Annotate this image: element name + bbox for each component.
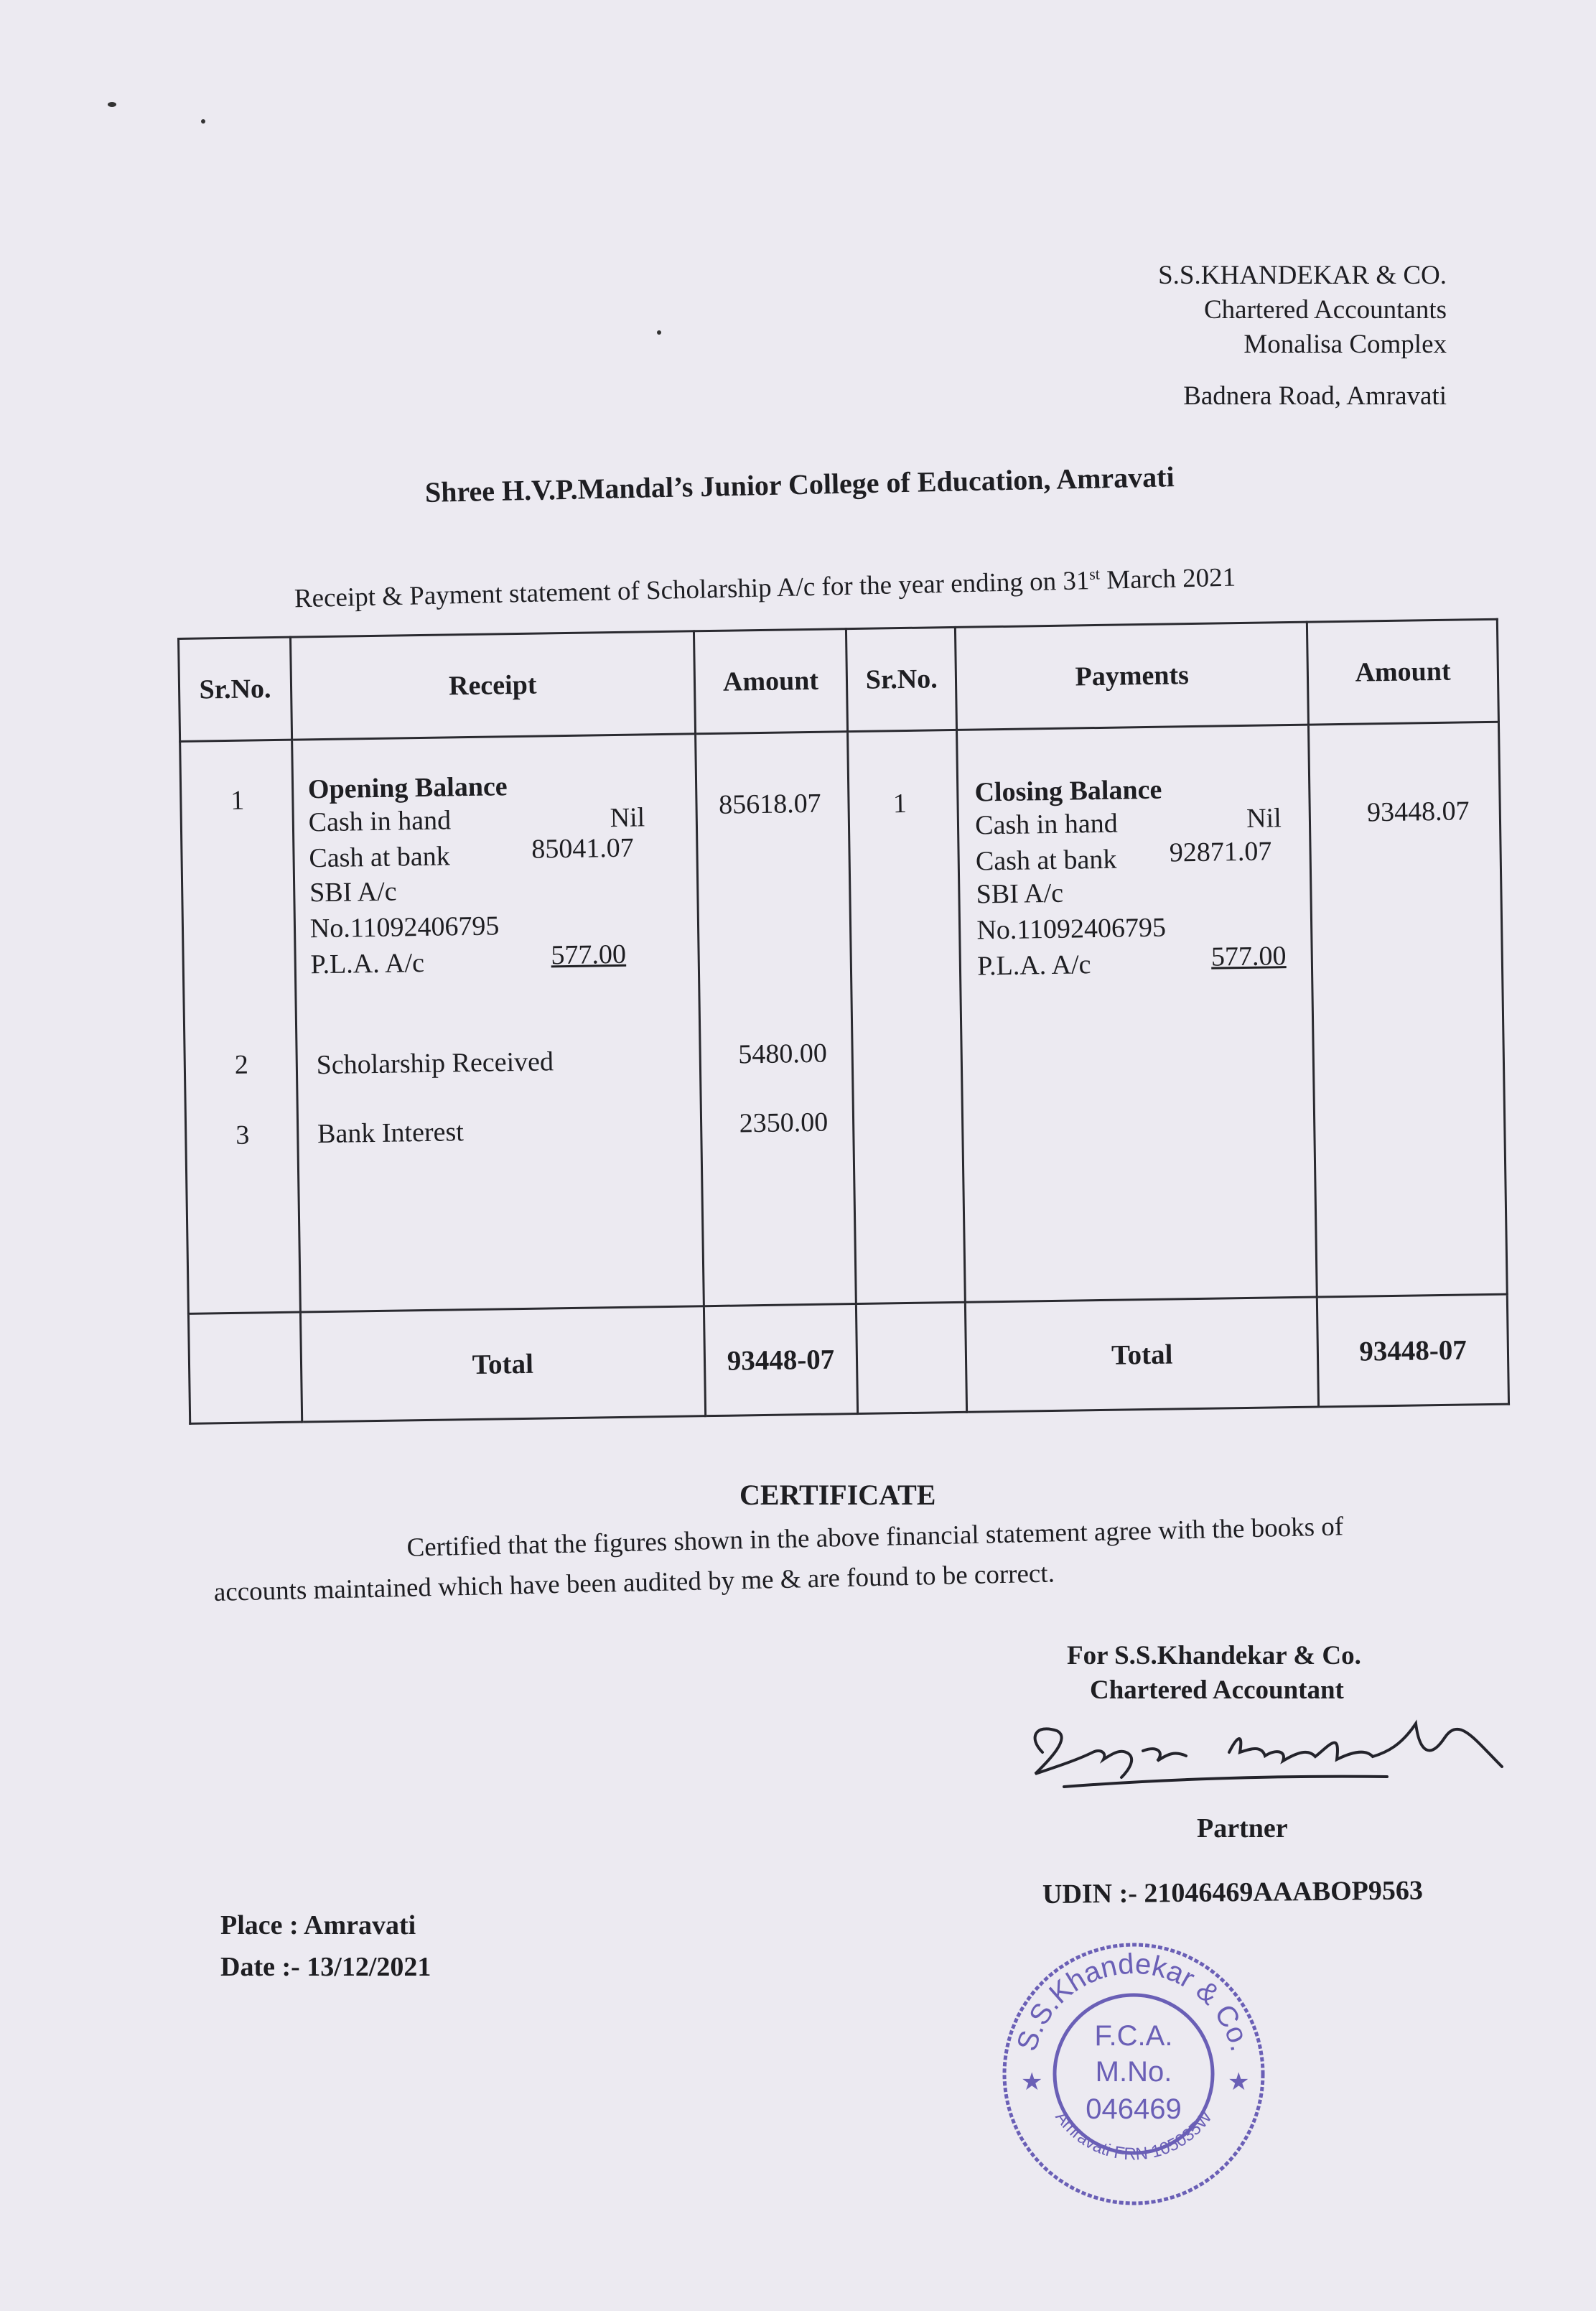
firm-rubber-stamp <box>994 1930 1274 2210</box>
signatory-designation: Chartered Accountant <box>1090 1675 1344 1705</box>
scan-speck <box>201 119 205 124</box>
payment-detail-cell <box>957 725 1317 1302</box>
receipt-cash-in-hand-value: Nil <box>610 802 645 834</box>
header-payments: Payments <box>956 622 1309 730</box>
place-date-block <box>220 1905 431 1988</box>
statement-table-wrapper <box>177 618 1510 1425</box>
firm-address-line2: Badnera Road, Amravati <box>1183 381 1447 411</box>
firm-name: S.S.KHANDEKAR & CO. <box>1158 261 1447 290</box>
stamp-star-left-icon: ★ <box>1021 2068 1043 2096</box>
payment-pla-value: 577.00 <box>1210 941 1287 972</box>
firm-header <box>1158 259 1447 414</box>
receipt-detail-cell <box>291 734 704 1312</box>
statement-title-prefix: Receipt & Payment statement of Scholarship A/c for the year ending on 31 <box>294 566 1090 614</box>
receipt-sbi-label: SBI A/c <box>309 876 397 908</box>
stamp-line1: F.C.A. <box>1094 2020 1173 2052</box>
total-empty-cell <box>188 1312 302 1423</box>
receipt-total-label: Total <box>300 1306 705 1422</box>
receipt-amount-1: 85618.07 <box>718 788 821 820</box>
header-amount: Amount <box>694 629 848 734</box>
signatory-role: Partner <box>1197 1813 1288 1843</box>
receipt-amount-3: 2350.00 <box>739 1107 829 1139</box>
payment-total-amount: 93448-07 <box>1317 1294 1509 1407</box>
closing-balance-heading: Closing Balance <box>974 774 1162 808</box>
statement-title-sup: st <box>1088 564 1101 583</box>
payment-cash-in-hand-value: Nil <box>1246 803 1282 834</box>
receipt-sr-1: 1 <box>230 785 245 816</box>
receipt-sr-3: 3 <box>235 1120 250 1150</box>
table-total-row <box>188 1294 1508 1423</box>
opening-balance-heading: Opening Balance <box>307 771 508 805</box>
receipt-sr-cell <box>180 740 301 1313</box>
payment-sr-1: 1 <box>892 788 907 819</box>
payment-cash-in-hand-label: Cash in hand <box>974 808 1118 841</box>
payment-total-label: Total <box>966 1297 1319 1412</box>
receipt-cash-in-hand-label: Cash in hand <box>308 805 452 838</box>
receipt-pla-value: 577.00 <box>551 939 627 971</box>
receipt-account-no: No.11092406795 <box>309 911 500 944</box>
certificate-line2: accounts maintained which have been audited by me & are found to be correct. <box>213 1558 1055 1607</box>
header-receipt: Receipt <box>290 631 695 740</box>
payment-account-no: No.11092406795 <box>976 912 1167 946</box>
payment-sr-cell <box>848 730 966 1303</box>
table-header-row <box>179 619 1499 741</box>
certificate-title: CERTIFICATE <box>739 1479 936 1511</box>
udin-number: UDIN :- 21046469AAABOP9563 <box>1042 1875 1424 1910</box>
stamp-ring-text: S.S.Khandekar & Co. <box>1011 1948 1256 2055</box>
firm-address-line1: Monalisa Complex <box>1243 330 1447 359</box>
scan-speck <box>657 330 661 335</box>
receipt-total-amount: 93448-07 <box>704 1304 858 1416</box>
signatory-block <box>1067 1639 1361 1708</box>
statement-title <box>294 562 1236 614</box>
statement-title-suffix: March 2021 <box>1099 562 1236 595</box>
scan-speck <box>108 102 116 107</box>
table-body-row <box>180 722 1508 1313</box>
stamp-line3: 046469 <box>1086 2093 1182 2125</box>
payment-pla-label: P.L.A. A/c <box>976 949 1091 982</box>
receipt-cash-at-bank-label: Cash at bank <box>309 841 451 874</box>
payment-cash-at-bank-value: 92871.07 <box>1169 836 1272 868</box>
payment-cash-at-bank-label: Cash at bank <box>975 844 1117 877</box>
stamp-line2: M.No. <box>1095 2056 1172 2088</box>
total-empty-cell-2 <box>857 1302 967 1413</box>
header-amount-2: Amount <box>1307 619 1499 725</box>
statement-table <box>177 618 1510 1425</box>
stamp-bottom-text: Amravati FRN 105035W <box>1051 2107 1216 2164</box>
stamp-star-right-icon: ★ <box>1228 2068 1250 2096</box>
receipt-amount-2: 5480.00 <box>737 1038 828 1070</box>
certificate-text <box>213 1505 1463 1613</box>
payment-amount-1: 93448.07 <box>1366 796 1470 828</box>
header-sr-no: Sr.No. <box>179 637 292 741</box>
place-text: Place : Amravati <box>220 1910 416 1940</box>
handwritten-signature <box>1014 1709 1516 1795</box>
receipt-cash-at-bank-value: 85041.07 <box>531 832 635 865</box>
college-title: Shree H.V.P.Mandal’s Junior College of Education, Amravati <box>424 460 1175 508</box>
certificate-line1: Certified that the figures shown in the above financial statement agree with the books of <box>406 1512 1344 1563</box>
receipt-bank-interest-label: Bank Interest <box>317 1117 465 1150</box>
date-text: Date :- 13/12/2021 <box>220 1952 431 1982</box>
receipt-pla-label: P.L.A. A/c <box>310 947 425 980</box>
firm-profession: Chartered Accountants <box>1203 295 1447 325</box>
payment-sbi-label: SBI A/c <box>976 878 1064 910</box>
receipt-scholarship-label: Scholarship Received <box>316 1046 554 1081</box>
payment-amount-cell <box>1309 722 1507 1297</box>
for-firm-name: For S.S.Khandekar & Co. <box>1067 1641 1361 1670</box>
receipt-amount-cell <box>695 732 857 1306</box>
stamp-text <box>1011 1948 1256 2164</box>
header-sr-no-2: Sr.No. <box>846 627 957 731</box>
receipt-sr-2: 2 <box>234 1049 249 1080</box>
